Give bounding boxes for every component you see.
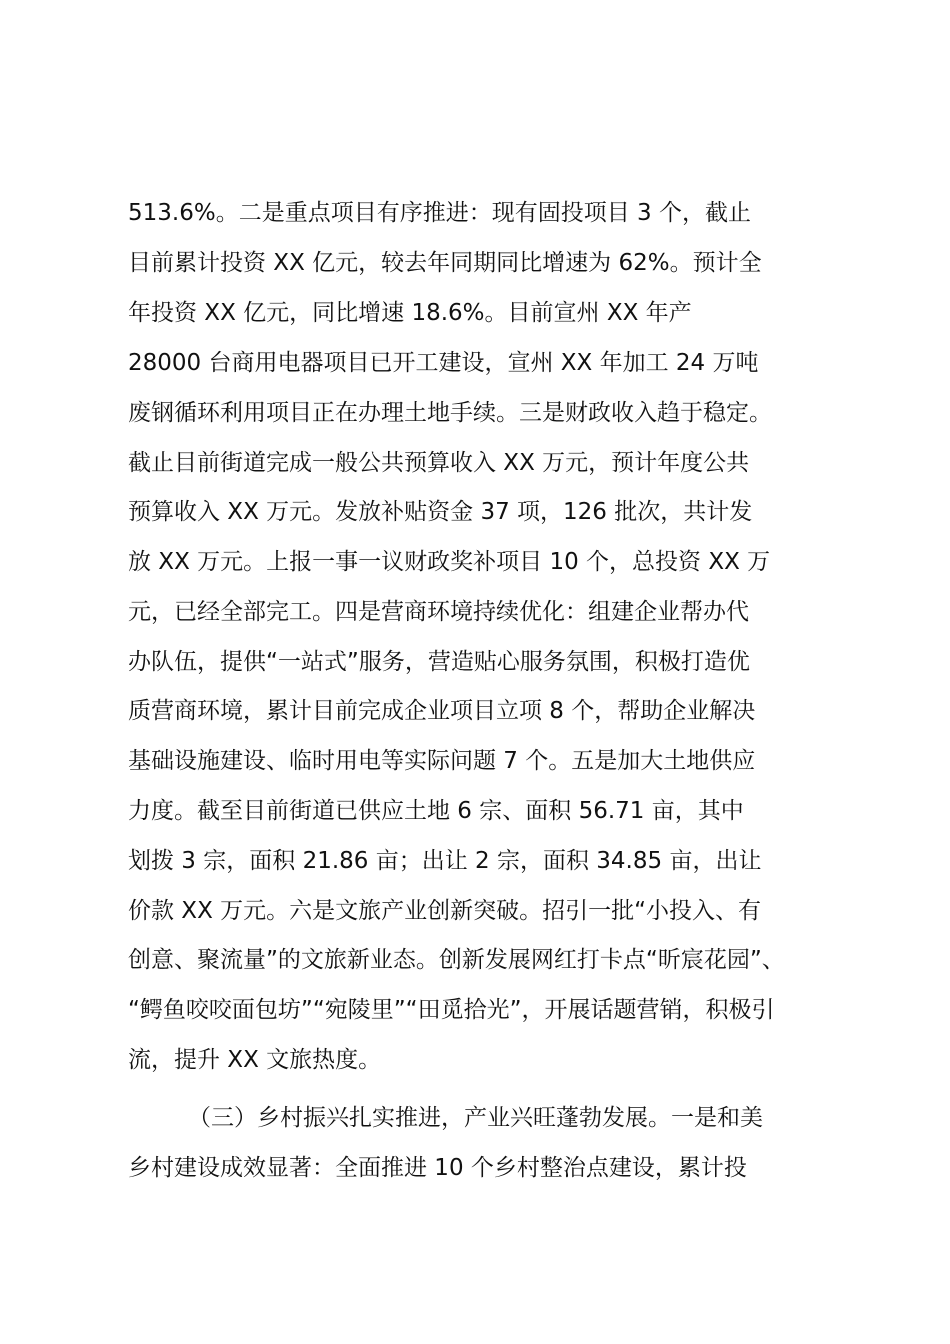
text-line: 元，已经全部完工。四是营商环境持续优化：组建企业帮办代 xyxy=(128,599,749,625)
text-line: 截止目前街道完成一般公共预算收入 XX 万元，预计年度公共 xyxy=(128,450,750,476)
text-line: 乡村建设成效显著：全面推进 10 个乡村整治点建设，累计投 xyxy=(128,1155,747,1181)
text-line: 质营商环境，累计目前完成企业项目立项 8 个，帮助企业解决 xyxy=(128,698,756,724)
text-line: 28000 台商用电器项目已开工建设，宣州 XX 年加工 24 万吨 xyxy=(128,350,759,376)
text-line: 年投资 XX 亿元，同比增速 18.6%。目前宣州 XX 年产 xyxy=(128,300,692,326)
text-line: 基础设施建设、临时用电等实际问题 7 个。五是加大土地供应 xyxy=(128,748,756,774)
text-line: 513.6%。二是重点项目有序推进：现有固投项目 3 个，截止 xyxy=(128,200,751,226)
text-line: 创意、聚流量”的文旅新业态。创新发展网红打卡点“昕宸花园”、 xyxy=(128,947,785,973)
text-line: 价款 XX 万元。六是文旅产业创新突破。招引一批“小投入、有 xyxy=(128,898,762,924)
text-line: “鳄鱼咬咬面包坊”“宛陵里”“田觅拾光”，开展话题营销，积极引 xyxy=(128,997,775,1023)
section-heading-line: （三）乡村振兴扎实推进，产业兴旺蓬勃发展。一是和美 xyxy=(188,1105,763,1131)
text-line: 放 XX 万元。上报一事一议财政奖补项目 10 个，总投资 XX 万 xyxy=(128,549,771,575)
text-line: 办队伍，提供“一站式”服务，营造贴心服务氛围，积极打造优 xyxy=(128,649,750,675)
text-line: 力度。截至目前街道已供应土地 6 宗、面积 56.71 亩，其中 xyxy=(128,798,744,824)
text-line: 划拨 3 宗，面积 21.86 亩；出让 2 宗，面积 34.85 亩，出让 xyxy=(128,848,762,874)
text-line: 废钢循环利用项目正在办理土地手续。三是财政收入趋于稳定。 xyxy=(128,400,772,426)
text-line: 目前累计投资 XX 亿元，较去年同期同比增速为 62%。预计全 xyxy=(128,250,762,276)
text-line: 流，提升 XX 文旅热度。 xyxy=(128,1047,382,1073)
text-line: 预算收入 XX 万元。发放补贴资金 37 项，126 批次，共计发 xyxy=(128,499,753,525)
